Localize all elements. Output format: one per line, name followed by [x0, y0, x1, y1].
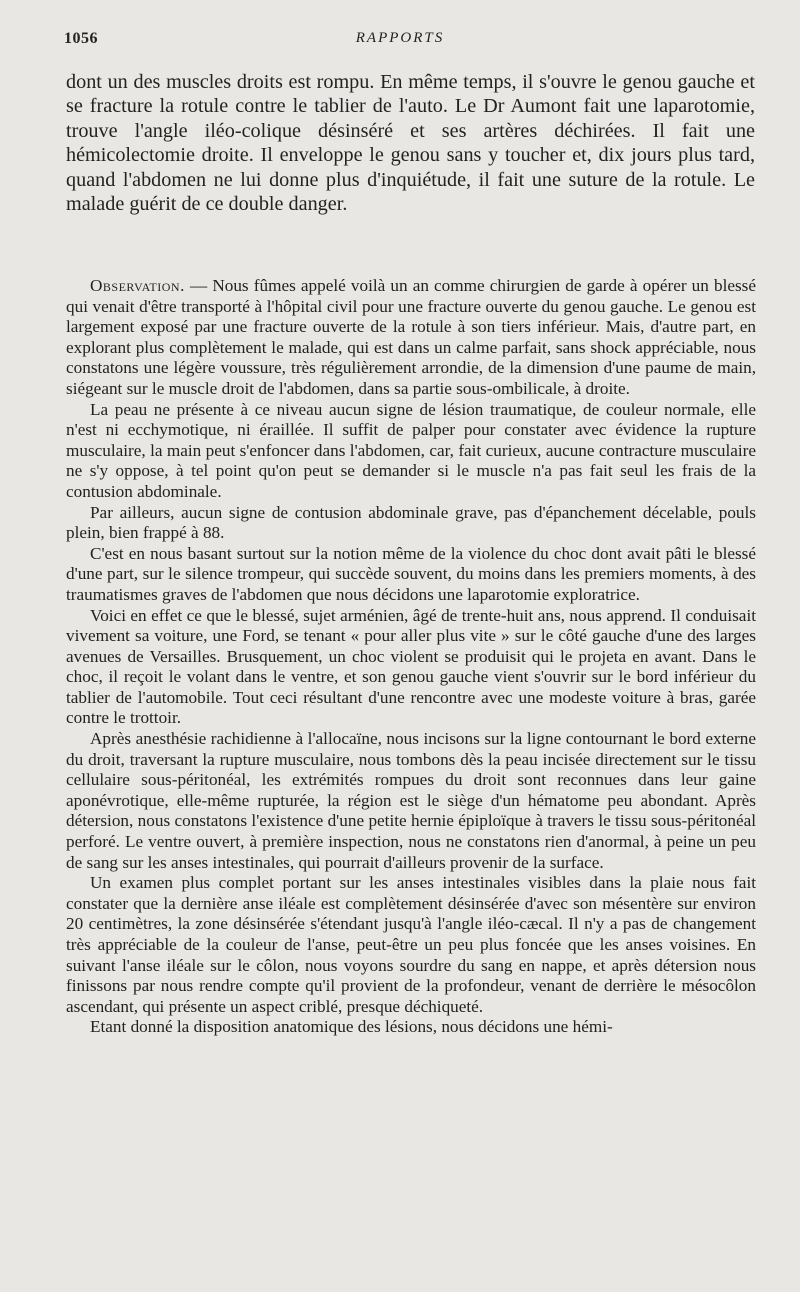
observation-lead: Observation.	[90, 276, 185, 295]
observation-paragraph: La peau ne présente à ce niveau aucun signe de lésion traumatique, de couleur normale, elle n'est ni ecchymotique, ni éraillée. Il suffit de palper pour constater avec évidence la rupture musculaire, la main peut s'enfoncer dans l'abdomen, car, fait curieux, aucune contracture musculaire ne s'y oppose, à tel point qu'on peut se demander si le muscle n'a pas fait seul les frais de la contusion abdominale.	[66, 399, 756, 501]
observation-paragraph: Après anesthésie rachidienne à l'allocaïne, nous incisons sur la ligne contournant le bord externe du droit, traversant la rupture musculaire, nous tombons dès la peau incisée directement sur le tissu cellulaire sous-péritonéal, les extrémités rompues du droit sont reconnues dans leur gaine aponévrotique, elle-même rupturée, la région est le siège d'un hématome peu abondant. Après détersion, nous constatons l'existence d'une petite hernie épiploïque à travers le tissu sous-péritonéal perforé. Le ventre ouvert, à première inspection, nous ne constatons rien d'anormal, à peine un peu de sang sur les anses intestinales, qui pourrait d'ailleurs provenir de la surface.	[66, 729, 756, 872]
page-header	[60, 30, 740, 54]
observation-paragraph: Voici en effet ce que le blessé, sujet arménien, âgé de trente-huit ans, nous apprend. Il conduisait vivement sa voiture, une Ford, se tenant « pour aller plus vite » sur le côté gauche d'une des larges avenues de Versailles. Brusquement, un choc violent se produisit qui le projeta en avant. Dans le choc, il reçoit le volant dans le ventre, et son genou gauche vient s'ouvrir sur le bord inférieur du tablier de l'automobile. Tout ceci résultant d'une rencontre avec une modeste voiture à bras, garée contre le trottoir.	[66, 605, 756, 728]
observation-paragraph-text: — Nous fûmes appelé voilà un an comme chirurgien de garde à opérer un blessé qui venait d'être transporté à l'hôpital civil pour une fracture ouverte du genou gauche. Le genou est largement exposé par une fracture ouverte de la rotule à son tiers inférieur. Mais, d'autre part, en explorant plus complètement le malade, qui est dans un calme parfait, sans shock appréciable, nous constatons une légère voussure, très régulièrement arrondie, de la dimension d'une paume de main, siégeant sur le muscle droit de l'abdomen, dans sa partie sous-ombilicale, à droite.	[66, 276, 756, 398]
observation-paragraph: Etant donné la disposition anatomique des lésions, nous décidons une hémi-	[90, 1017, 613, 1037]
observation-paragraph: Par ailleurs, aucun signe de contusion abdominale grave, pas d'épanchement décelable, pouls plein, bien frappé à 88.	[66, 502, 756, 543]
observation-paragraph: Un examen plus complet portant sur les anses intestinales visibles dans la plaie nous fait constater que la dernière anse iléale est complètement désinsérée d'avec son mésentère sur environ 20 centimètres, la zone désinsérée s'étendant jusqu'à l'angle iléo-cæcal. Il n'y a pas de changement très appréciable de la couleur de l'anse, peut-être un peu plus foncée que les anses voisines. En suivant l'anse iléale sur le côlon, nous voyons sourdre du sang en nappe, et après détersion nous finissons par nous rendre compte qu'il provient de la profondeur, venant de derrière le mésocôlon ascendant, qui présente un aspect criblé, presque déchiqueté.	[66, 873, 756, 1016]
observation-paragraph	[66, 276, 756, 400]
observation-section	[66, 276, 756, 1038]
intro-text: dont un des muscles droits est rompu. En même temps, il s'ouvre le genou gauche et se fracture la rotule contre le tablier de l'auto. Le Dr Aumont fait une laparotomie, trouve l'angle iléo-colique désinséré et ses artères déchirées. Il fait une hémicolectomie droite. Il enveloppe le genou sans y toucher et, dix jours plus tard, quand l'abdomen ne lui donne plus d'inquiétude, il fait une suture de la rotule. Le malade guérit de ce double danger.	[66, 71, 755, 216]
observation-paragraph: C'est en nous basant surtout sur la notion même de la violence du choc dont avait pâti le blessé d'une part, sur le silence trompeur, qui succède souvent, du moins dans les premiers moments, à des traumatismes graves de l'abdomen que nous décidons une laparotomie exploratrice.	[66, 543, 756, 604]
intro-paragraph	[66, 70, 755, 216]
running-title: RAPPORTS	[355, 30, 445, 46]
page-number: 1056	[64, 30, 98, 47]
